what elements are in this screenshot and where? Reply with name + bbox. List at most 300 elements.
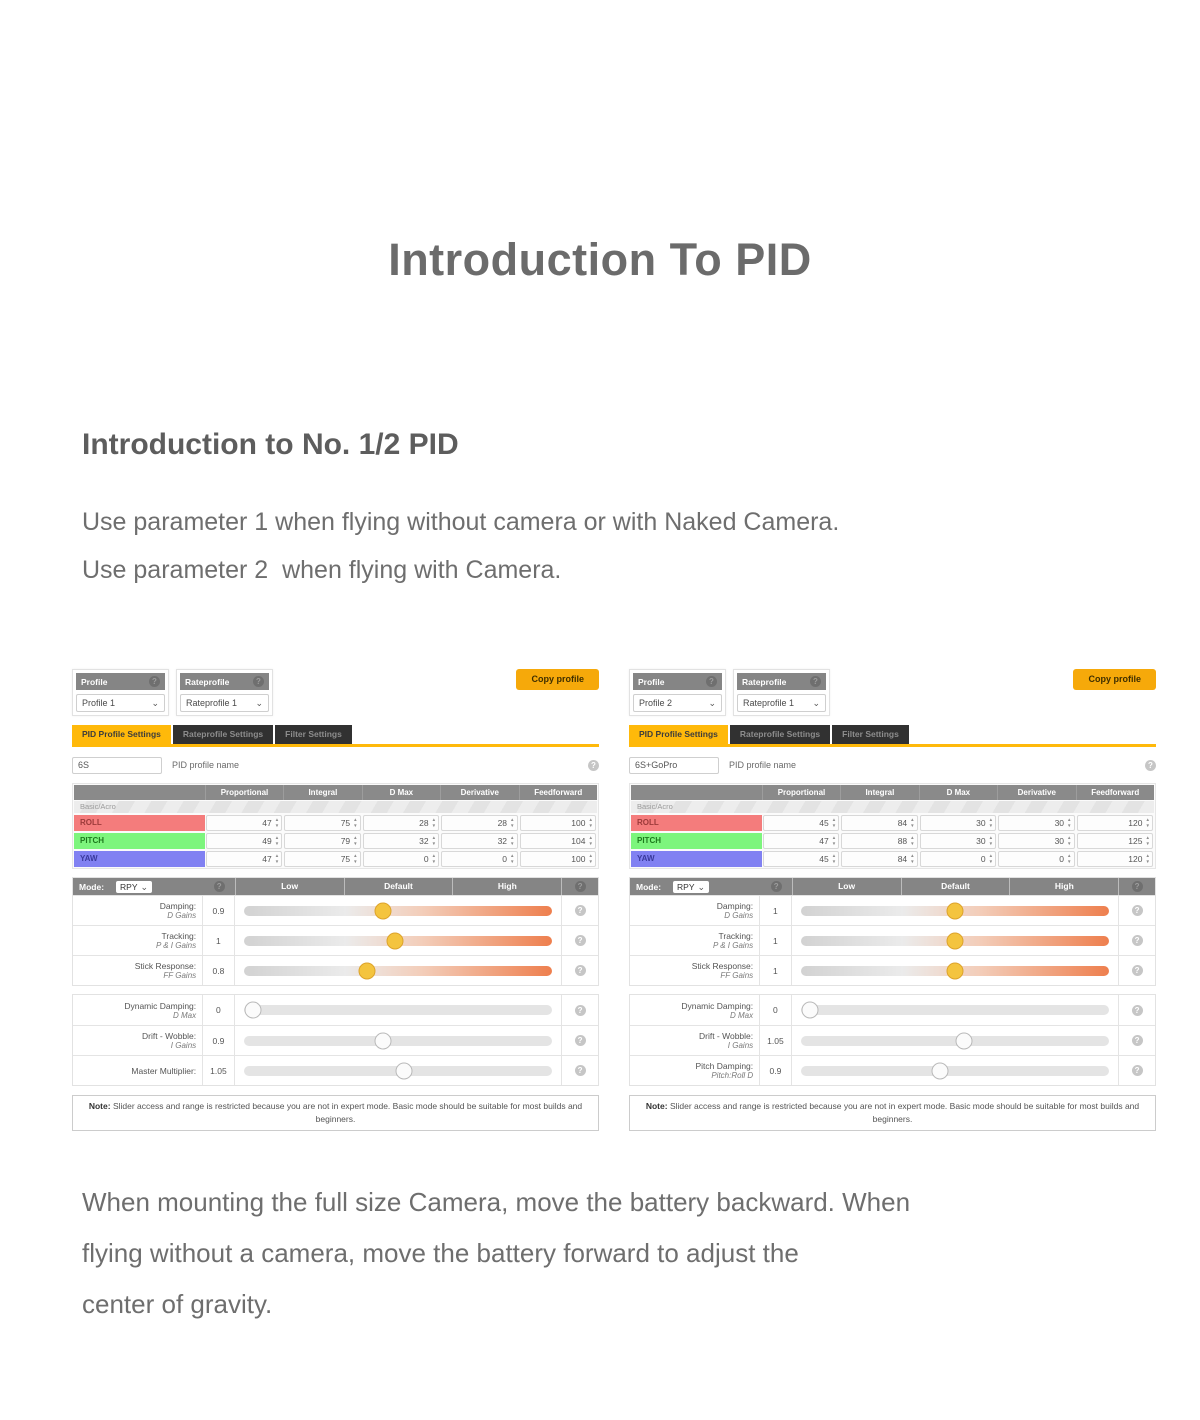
- slider-value: 0.8: [202, 956, 235, 985]
- profile-label: Profile: [81, 676, 108, 687]
- help-icon[interactable]: ?: [149, 676, 160, 687]
- slider-value: 1: [759, 926, 792, 955]
- slider-track[interactable]: [801, 936, 1110, 946]
- pid-value: 47: [262, 818, 272, 828]
- help-icon[interactable]: ?: [771, 881, 782, 892]
- slider-subname: D Gains: [724, 911, 754, 920]
- stepper-icon[interactable]: [275, 836, 279, 846]
- mode-select[interactable]: [116, 881, 152, 893]
- slider-label: [630, 931, 759, 950]
- pid-value-input[interactable]: [206, 851, 282, 867]
- slider-help-cell: [561, 995, 598, 1025]
- pid-column-header: D Max: [362, 785, 440, 800]
- rateprofile-label: Rateprofile: [185, 676, 230, 687]
- slider-name: Dynamic Damping:: [681, 1000, 754, 1011]
- slider-header-help: [561, 878, 598, 895]
- help-icon[interactable]: ?: [1145, 760, 1156, 771]
- stepper-icon[interactable]: [832, 854, 836, 864]
- slider-help-cell: [1118, 956, 1155, 985]
- slider-help-cell: [561, 1026, 598, 1055]
- stepper-icon[interactable]: [1145, 818, 1149, 828]
- help-icon[interactable]: ?: [1132, 935, 1143, 946]
- slider-range-header: High: [452, 878, 561, 895]
- chevron-down-icon: ⌄: [255, 698, 263, 708]
- chevron-down-icon: ⌄: [812, 698, 820, 708]
- stepper-icon[interactable]: [989, 818, 993, 828]
- pid-value-cell: [762, 833, 840, 849]
- stepper-icon[interactable]: [510, 836, 514, 846]
- profile-group-header: [633, 673, 722, 690]
- slider[interactable]: [235, 956, 562, 985]
- pid-value-input[interactable]: [363, 833, 439, 849]
- slider-label: [73, 1001, 202, 1020]
- mode-select-value: RPY: [677, 881, 695, 892]
- slider-name: Tracking:: [161, 931, 197, 941]
- pid-table-row: [74, 833, 597, 849]
- help-icon[interactable]: ?: [706, 676, 717, 687]
- pid-value-input[interactable]: [1077, 815, 1153, 831]
- help-icon[interactable]: ?: [253, 676, 264, 687]
- help-icon[interactable]: ?: [1132, 881, 1143, 892]
- pid-column-header: Integral: [840, 785, 918, 800]
- pid-value: 100: [571, 818, 586, 828]
- slider-value: 0: [202, 995, 235, 1025]
- secondary-slider-rows: [630, 995, 1155, 1085]
- pid-column-header: Feedforward: [519, 785, 597, 800]
- slider-row: [630, 955, 1155, 985]
- slider-knob[interactable]: [396, 1062, 413, 1079]
- pid-value-input[interactable]: [206, 833, 282, 849]
- slider-help-cell: [561, 956, 598, 985]
- slider-row: [73, 995, 598, 1025]
- profile-select-value: Profile 2: [639, 698, 673, 708]
- slider[interactable]: [235, 1056, 562, 1085]
- slider-knob[interactable]: [374, 1032, 391, 1049]
- pid-value-input[interactable]: [841, 815, 917, 831]
- pid-table-header: [74, 785, 597, 800]
- slider-row: [73, 925, 598, 955]
- outro-line: flying without a camera, move the battery forward to adjust the: [82, 1238, 799, 1269]
- help-icon[interactable]: ?: [575, 965, 586, 976]
- help-icon[interactable]: ?: [575, 1005, 586, 1016]
- pid-table-row: [74, 815, 597, 831]
- slider[interactable]: [235, 995, 562, 1025]
- slider-track[interactable]: [244, 966, 553, 976]
- slider-track[interactable]: [244, 936, 553, 946]
- slider-subname: FF Gains: [163, 971, 197, 980]
- pid-value-input[interactable]: [363, 815, 439, 831]
- profile-group: [629, 669, 726, 716]
- pid-value: 0: [1059, 854, 1065, 864]
- slider-header: [630, 878, 1155, 895]
- slider-name: Drift - Wobble:: [141, 1031, 197, 1041]
- slider-track[interactable]: [244, 906, 553, 916]
- pid-column-header: Derivative: [440, 785, 518, 800]
- slider-name: Damping:: [159, 901, 197, 911]
- slider[interactable]: [235, 896, 562, 925]
- stepper-icon[interactable]: [1067, 854, 1071, 864]
- slider-name: Dynamic Damping:: [124, 1000, 197, 1011]
- chevron-down-icon: ⌄: [697, 881, 706, 892]
- stepper-icon[interactable]: [432, 818, 436, 828]
- help-icon[interactable]: ?: [1132, 965, 1143, 976]
- slider-name: Master Multiplier:: [131, 1065, 197, 1076]
- help-icon[interactable]: ?: [575, 935, 586, 946]
- pid-value: 0: [502, 854, 508, 864]
- pid-value-cell: [997, 833, 1075, 849]
- slider-label: [630, 1031, 759, 1050]
- slider-knob[interactable]: [956, 1032, 973, 1049]
- pid-value-cell: [519, 851, 597, 867]
- outro-line: When mounting the full size Camera, move the battery backward. When: [82, 1187, 911, 1218]
- stepper-icon[interactable]: [910, 854, 914, 864]
- help-icon[interactable]: ?: [810, 676, 821, 687]
- screenshots-row: [72, 669, 1200, 1131]
- help-icon[interactable]: ?: [214, 881, 225, 892]
- slider-label: [73, 1066, 202, 1076]
- pid-value-input[interactable]: [441, 833, 517, 849]
- stepper-icon[interactable]: [275, 854, 279, 864]
- slider-track[interactable]: [801, 1036, 1110, 1046]
- slider-track[interactable]: [244, 1066, 553, 1076]
- pid-value-cell: [919, 833, 997, 849]
- slider-name: Stick Response:: [691, 961, 754, 971]
- slider[interactable]: [792, 1026, 1119, 1055]
- axis-label: ROLL: [74, 815, 205, 831]
- pid-value-input[interactable]: [920, 851, 996, 867]
- slider-knob[interactable]: [946, 902, 963, 919]
- tuning-sliders-block: [72, 877, 599, 986]
- pid-value-input[interactable]: [520, 851, 596, 867]
- pid-value-cell: [205, 815, 283, 831]
- pid-value-input[interactable]: [284, 815, 360, 831]
- pid-value-input[interactable]: [998, 815, 1074, 831]
- pid-value-cell: [997, 815, 1075, 831]
- slider-range-header: Default: [901, 878, 1010, 895]
- slider[interactable]: [235, 926, 562, 955]
- pid-header-columns: [205, 785, 597, 800]
- note-prefix: Note:: [645, 1101, 668, 1111]
- help-icon[interactable]: ?: [575, 1035, 586, 1046]
- stepper-icon[interactable]: [910, 818, 914, 828]
- intro-line: Use parameter 1 when flying without camera or with Naked Camera.: [82, 508, 840, 536]
- intro-line: Use parameter 2 when flying with Camera.: [82, 556, 562, 584]
- pid-header-columns: [762, 785, 1154, 800]
- slider-help-cell: [1118, 926, 1155, 955]
- slider[interactable]: [792, 956, 1119, 985]
- pid-value-cell: [283, 833, 361, 849]
- chevron-down-icon: ⌄: [151, 698, 159, 708]
- pid-value-input[interactable]: [920, 815, 996, 831]
- slider-label: [630, 1001, 759, 1020]
- slider-label: [73, 961, 202, 980]
- pid-value: 120: [1128, 854, 1143, 864]
- slider-row: [630, 925, 1155, 955]
- slider-value: 0.9: [202, 896, 235, 925]
- slider-value: 1.05: [202, 1056, 235, 1085]
- pid-value: 30: [1054, 818, 1065, 828]
- stepper-icon[interactable]: [510, 818, 514, 828]
- pid-value: 32: [419, 836, 429, 846]
- slider-track[interactable]: [801, 1005, 1110, 1015]
- slider-row: [630, 895, 1155, 925]
- slider-knob[interactable]: [946, 962, 963, 979]
- slider-knob[interactable]: [359, 962, 376, 979]
- slider-knob[interactable]: [946, 932, 963, 949]
- profile-group: [72, 669, 169, 716]
- slider-subname: D Max: [173, 1010, 197, 1020]
- pid-value-input[interactable]: [363, 851, 439, 867]
- copy-profile-button[interactable]: Copy profile: [1073, 669, 1156, 690]
- stepper-icon[interactable]: [1067, 818, 1071, 828]
- pid-column-header: Feedforward: [1076, 785, 1154, 800]
- pid-value: 104: [571, 836, 586, 846]
- axis-label: YAW: [631, 851, 762, 867]
- pid-value-cell: [283, 851, 361, 867]
- help-icon[interactable]: ?: [588, 760, 599, 771]
- stepper-icon[interactable]: [353, 836, 357, 846]
- pid-table: [72, 783, 599, 869]
- stepper-icon[interactable]: [910, 836, 914, 846]
- slider-knob[interactable]: [931, 1062, 948, 1079]
- slider-help-cell: [561, 896, 598, 925]
- slider-help-cell: [1118, 1026, 1155, 1055]
- pid-value-input[interactable]: [763, 815, 839, 831]
- pid-value: 0: [980, 854, 986, 864]
- tab-rateprofile-settings[interactable]: Rateprofile Settings: [730, 725, 830, 744]
- slider-header-columns: [235, 878, 562, 895]
- pid-value-cell: [997, 851, 1075, 867]
- slider-subname: I Gains: [170, 1041, 197, 1050]
- pid-value-input[interactable]: [920, 833, 996, 849]
- settings-tabs: [72, 725, 599, 747]
- stepper-icon[interactable]: [1067, 836, 1071, 846]
- slider-range-header: High: [1009, 878, 1118, 895]
- slider[interactable]: [792, 926, 1119, 955]
- pid-value: 100: [571, 854, 586, 864]
- section-heading: Introduction to No. 1/2 PID: [82, 428, 459, 461]
- slider-track[interactable]: [801, 906, 1110, 916]
- slider-value: 1: [202, 926, 235, 955]
- slider-row: [630, 995, 1155, 1025]
- stepper-icon[interactable]: [989, 836, 993, 846]
- pid-value-input[interactable]: [520, 833, 596, 849]
- pid-rows: [631, 815, 1154, 867]
- pid-value: 75: [340, 818, 351, 828]
- pid-value-cell: [440, 851, 518, 867]
- mode-label: Mode:: [636, 881, 662, 892]
- stepper-icon[interactable]: [353, 818, 357, 828]
- profile-name-row: [72, 756, 599, 774]
- pid-value-input[interactable]: [441, 815, 517, 831]
- slider[interactable]: [792, 995, 1119, 1025]
- stepper-icon[interactable]: [353, 854, 357, 864]
- note-text: Slider access and range is restricted because you are not in expert mode. Basic mode should be suitable for most builds and beginners.: [112, 1101, 583, 1125]
- pid-column-header: Proportional: [205, 785, 283, 800]
- profile-select-value: Profile 1: [82, 698, 116, 708]
- axis-label: ROLL: [631, 815, 762, 831]
- pid-profile-name-input[interactable]: 6S+GoPro: [629, 757, 719, 774]
- slider-track[interactable]: [244, 1036, 553, 1046]
- note-box: [72, 1095, 599, 1131]
- secondary-sliders-block: [72, 994, 599, 1086]
- slider-header: [73, 878, 598, 895]
- pid-value-input[interactable]: [841, 833, 917, 849]
- stepper-icon[interactable]: [832, 836, 836, 846]
- stepper-icon[interactable]: [1145, 836, 1149, 846]
- tab-pid-profile-settings[interactable]: PID Profile Settings: [629, 725, 728, 744]
- slider-track[interactable]: [801, 1066, 1110, 1076]
- help-icon[interactable]: ?: [1132, 1035, 1143, 1046]
- pid-value-cell: [840, 833, 918, 849]
- pid-table-header: [631, 785, 1154, 800]
- pid-value-input[interactable]: [441, 851, 517, 867]
- pid-value-cell: [1076, 833, 1154, 849]
- mode-select[interactable]: [673, 881, 709, 893]
- profile-select[interactable]: [633, 694, 722, 712]
- axis-label: YAW: [74, 851, 205, 867]
- slider-value: 1: [759, 896, 792, 925]
- stepper-icon[interactable]: [432, 836, 436, 846]
- help-icon[interactable]: ?: [1132, 1065, 1143, 1076]
- pid-value-cell: [440, 833, 518, 849]
- slider-knob[interactable]: [801, 1002, 818, 1019]
- slider-label: [630, 961, 759, 980]
- stepper-icon[interactable]: [275, 818, 279, 828]
- pid-table-row: [74, 851, 597, 867]
- pid-value-input[interactable]: [998, 833, 1074, 849]
- pid-section-label: Basic/Acro: [631, 801, 1154, 813]
- pid-value: 88: [897, 836, 908, 846]
- pid-profile-name-label: PID profile name: [729, 760, 797, 770]
- profile-row: [72, 669, 599, 716]
- intro-paragraph: [82, 498, 1200, 594]
- slider-label: [73, 1031, 202, 1050]
- tab-rateprofile-settings[interactable]: Rateprofile Settings: [173, 725, 273, 744]
- pid-value-input[interactable]: [1077, 833, 1153, 849]
- rateprofile-select-value: Rateprofile 1: [186, 698, 238, 708]
- slider-subname: P & I Gains: [155, 941, 197, 950]
- rateprofile-label: Rateprofile: [742, 676, 787, 687]
- rateprofile-select[interactable]: [180, 694, 269, 712]
- profile-select[interactable]: [76, 694, 165, 712]
- stepper-icon[interactable]: [510, 854, 514, 864]
- slider-knob[interactable]: [244, 1002, 261, 1019]
- profile-name-row: [629, 756, 1156, 774]
- profile-group-header: [76, 673, 165, 690]
- pid-value: 84: [897, 818, 908, 828]
- axis-label: PITCH: [631, 833, 762, 849]
- slider-name: Stick Response:: [134, 961, 197, 971]
- stepper-icon[interactable]: [432, 854, 436, 864]
- betaflight-panel-profile2: [629, 669, 1156, 1125]
- pid-section-label: Basic/Acro: [74, 801, 597, 813]
- tab-filter-settings[interactable]: Filter Settings: [832, 725, 909, 744]
- pid-profile-name-input[interactable]: 6S: [72, 757, 162, 774]
- help-icon[interactable]: ?: [1132, 1005, 1143, 1016]
- slider-track[interactable]: [244, 1005, 553, 1015]
- pid-value-cell: [205, 833, 283, 849]
- slider-subname: I Gains: [727, 1041, 754, 1050]
- stepper-icon[interactable]: [1145, 854, 1149, 864]
- slider-row: [73, 1055, 598, 1085]
- rateprofile-select[interactable]: [737, 694, 826, 712]
- pid-value-input[interactable]: [206, 815, 282, 831]
- slider-row: [73, 895, 598, 925]
- help-icon[interactable]: ?: [575, 881, 586, 892]
- slider-header-columns: [792, 878, 1119, 895]
- rateprofile-group-header: [737, 673, 826, 690]
- pid-value-cell: [362, 833, 440, 849]
- pid-value-cell: [205, 851, 283, 867]
- slider-subname: Pitch:Roll D: [711, 1071, 754, 1080]
- rateprofile-group-header: [180, 673, 269, 690]
- pid-value-input[interactable]: [763, 833, 839, 849]
- help-icon[interactable]: ?: [575, 1065, 586, 1076]
- slider-subname: FF Gains: [720, 971, 754, 980]
- pid-value-input[interactable]: [841, 851, 917, 867]
- help-icon[interactable]: ?: [1132, 905, 1143, 916]
- slider-label: [73, 931, 202, 950]
- pid-value-cell: [362, 815, 440, 831]
- slider-value: 0.9: [202, 1026, 235, 1055]
- slider-row: [73, 1025, 598, 1055]
- chevron-down-icon: ⌄: [708, 698, 716, 708]
- slider[interactable]: [792, 1056, 1119, 1085]
- pid-value-input[interactable]: [284, 851, 360, 867]
- slider-knob[interactable]: [386, 932, 403, 949]
- slider-subname: P & I Gains: [712, 941, 754, 950]
- primary-slider-rows: [630, 895, 1155, 985]
- rateprofile-group: [733, 669, 830, 716]
- help-icon[interactable]: ?: [575, 905, 586, 916]
- pid-value-input[interactable]: [763, 851, 839, 867]
- copy-profile-button[interactable]: Copy profile: [516, 669, 599, 690]
- slider[interactable]: [235, 1026, 562, 1055]
- slider-label: [630, 1061, 759, 1080]
- stepper-icon[interactable]: [989, 854, 993, 864]
- page-title: Introduction To PID: [388, 234, 812, 285]
- note-box: [629, 1095, 1156, 1131]
- pid-value-cell: [840, 815, 918, 831]
- slider-knob[interactable]: [374, 902, 391, 919]
- mode-cell: [630, 881, 792, 893]
- slider-subname: D Gains: [167, 911, 197, 920]
- stepper-icon[interactable]: [588, 836, 592, 846]
- stepper-icon[interactable]: [588, 818, 592, 828]
- slider[interactable]: [792, 896, 1119, 925]
- pid-value-input[interactable]: [998, 851, 1074, 867]
- slider-row: [73, 955, 598, 985]
- pid-value-input[interactable]: [520, 815, 596, 831]
- tab-pid-profile-settings[interactable]: PID Profile Settings: [72, 725, 171, 744]
- pid-value-cell: [440, 815, 518, 831]
- pid-value-input[interactable]: [284, 833, 360, 849]
- pid-table: [629, 783, 1156, 869]
- pid-value-input[interactable]: [1077, 851, 1153, 867]
- outro-line: center of gravity.: [82, 1289, 273, 1320]
- tab-filter-settings[interactable]: Filter Settings: [275, 725, 352, 744]
- stepper-icon[interactable]: [832, 818, 836, 828]
- slider-help-cell: [1118, 896, 1155, 925]
- pid-profile-name-label: PID profile name: [172, 760, 240, 770]
- mode-cell: [73, 881, 235, 893]
- pid-column-header: Proportional: [762, 785, 840, 800]
- slider-row: [630, 1055, 1155, 1085]
- stepper-icon[interactable]: [588, 854, 592, 864]
- slider-header-help: [1118, 878, 1155, 895]
- slider-track[interactable]: [801, 966, 1110, 976]
